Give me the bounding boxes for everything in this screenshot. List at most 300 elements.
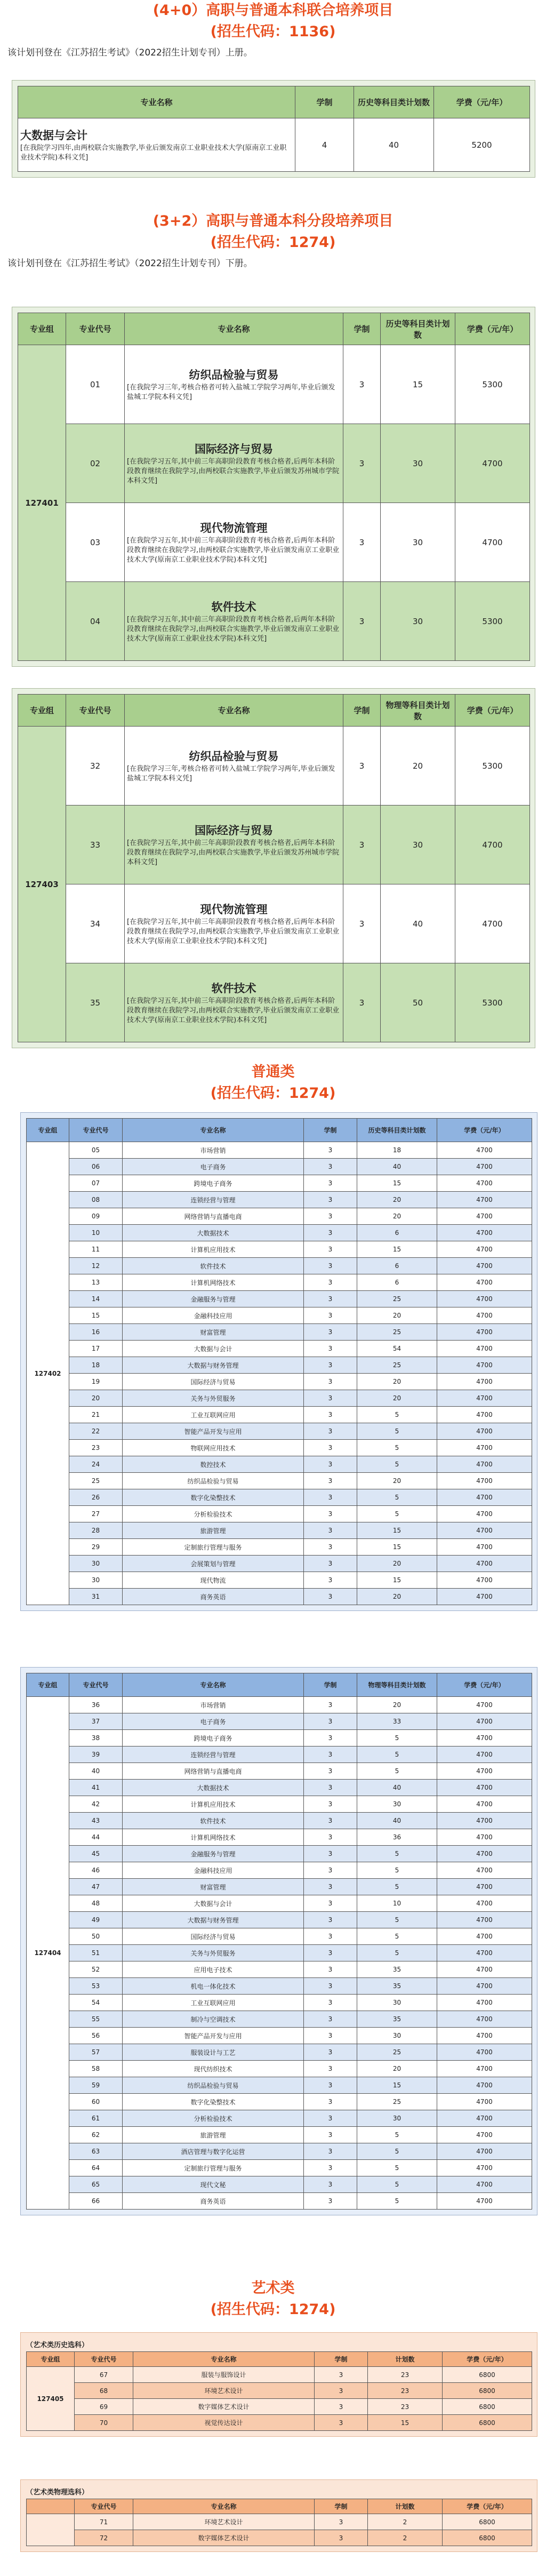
- table-row: [27, 1928, 532, 1945]
- years-cell: 3: [304, 1341, 357, 1357]
- major-code-cell: 19: [69, 1374, 123, 1390]
- major-name-cell: 纺织品检验与贸易: [123, 1473, 304, 1489]
- major-name-cell: 旅游管理: [123, 1522, 304, 1539]
- fee-cell: 4700: [437, 1746, 532, 1763]
- major-name-cell: 金融服务与管理: [123, 1291, 304, 1307]
- table-row: [18, 503, 530, 582]
- table-row: [27, 1589, 532, 1605]
- table-row: [27, 1879, 532, 1895]
- major-code-cell: 57: [69, 2044, 123, 2061]
- major-name-cell: 市场营销: [123, 1697, 304, 1713]
- fee-cell: 4700: [437, 1291, 532, 1307]
- fee-cell: 4700: [437, 2110, 532, 2127]
- table-row: [27, 2193, 532, 2210]
- segment-table-2: [18, 694, 530, 1042]
- fee-cell: 4700: [437, 1440, 532, 1456]
- table-row: [27, 2077, 532, 2094]
- header-years: 学制: [343, 695, 381, 727]
- plan-cell: 35: [357, 1961, 437, 1978]
- fee-cell: 5300: [455, 582, 530, 661]
- plan-cell: 35: [357, 2011, 437, 2028]
- major-name-cell: 计算机网络技术: [123, 1274, 304, 1291]
- table-row: [27, 2160, 532, 2176]
- plan-cell: 25: [357, 1291, 437, 1307]
- years-cell: 3: [304, 1159, 357, 1175]
- plan-cell: 50: [381, 963, 455, 1042]
- years-cell: 3: [304, 1539, 357, 1556]
- major-code-cell: 34: [66, 884, 125, 963]
- major-code-cell: 25: [69, 1473, 123, 1489]
- art-table-1: [26, 2351, 532, 2431]
- section-note-joint: 该计划刊登在《江苏招生考试》（2022招生计划专刊）上册。: [7, 47, 253, 58]
- table-row: [18, 424, 530, 503]
- section-code-joint: (招生代码：1136): [210, 23, 336, 40]
- plan-cell: 25: [357, 1357, 437, 1374]
- years-cell: 3: [343, 884, 381, 963]
- table-row: [27, 1813, 532, 1829]
- fee-cell: 4700: [437, 1556, 532, 1572]
- group-blank-cell: [27, 2514, 75, 2546]
- header-major: 专业名称: [18, 86, 295, 118]
- years-cell: 3: [304, 1978, 357, 1995]
- major-code-cell: 47: [69, 1879, 123, 1895]
- major-code-cell: 04: [66, 582, 125, 661]
- header-group: 专业组: [27, 2352, 75, 2367]
- years-cell: 3: [304, 1589, 357, 1605]
- header-plan: 物理等科目类计划数: [381, 695, 455, 727]
- major-name-cell: 计算机应用技术: [123, 1241, 304, 1258]
- major-name-cell: 数字化染整技术: [123, 1489, 304, 1506]
- plan-cell: 18: [357, 1142, 437, 1159]
- header-major: 专业名称: [125, 695, 343, 727]
- major-desc: [在我院学习五年,其中前三年高职阶段教育考核合格者,后两年本科阶段教育继续在我院学习,由两校联合实施教学,毕业后颁发苏州城市学院本科文凭]: [127, 839, 340, 866]
- major-code-cell: 63: [69, 2143, 123, 2160]
- major-name-cell: 财富管理: [123, 1879, 304, 1895]
- major-name: 现代物流管理: [200, 521, 268, 535]
- major-name-cell: 计算机网络技术: [123, 1829, 304, 1846]
- plan-cell: 5: [357, 1763, 437, 1780]
- plan-cell: 5: [357, 1407, 437, 1423]
- table-row: [18, 727, 530, 806]
- years-cell: 3: [304, 2193, 357, 2210]
- plan-cell: 5: [357, 2143, 437, 2160]
- major-code-cell: 28: [69, 1522, 123, 1539]
- major-code-cell: 45: [69, 1846, 123, 1862]
- fee-cell: 4700: [437, 2028, 532, 2044]
- major-name-cell: 金融服务与管理: [123, 1846, 304, 1862]
- fee-cell: 4700: [437, 1341, 532, 1357]
- years-cell: 3: [304, 1142, 357, 1159]
- major-code-cell: 09: [69, 1208, 123, 1225]
- major-name-cell: 软件技术: [123, 1813, 304, 1829]
- joint-table: [18, 86, 530, 172]
- major-code-cell: 66: [69, 2193, 123, 2210]
- major-code-cell: 27: [69, 1506, 123, 1522]
- plan-cell: 30: [357, 2028, 437, 2044]
- major-name-cell: 大数据与会计: [123, 1341, 304, 1357]
- major-code-cell: 31: [69, 1589, 123, 1605]
- years-cell: 3: [304, 1862, 357, 1879]
- major-code-cell: 29: [69, 1539, 123, 1556]
- section-title-art: 艺术类: [251, 2280, 295, 2296]
- plan-cell: 23: [368, 2367, 443, 2383]
- major-name-cell: 大数据技术: [123, 1780, 304, 1796]
- fee-cell: 4700: [437, 2176, 532, 2193]
- fee-cell: 4700: [437, 1829, 532, 1846]
- major-desc: [在我院学习四年,由两校联合实施教学,毕业后颁发南京工业职业技术大学(原南京工业职业技术学院)本科文凭]: [20, 143, 287, 162]
- art-table-panel-2: [20, 2479, 537, 2552]
- fee-cell: 6800: [443, 2530, 532, 2546]
- major-name-cell: 关务与外贸服务: [123, 1390, 304, 1407]
- art-group-label: （艺术类物理选科）: [26, 2489, 89, 2497]
- years-cell: 3: [304, 2160, 357, 2176]
- major-name-cell: 计算机应用技术: [123, 1796, 304, 1813]
- plan-cell: 5: [357, 2160, 437, 2176]
- table-row: [27, 1572, 532, 1589]
- major-code-cell: 20: [69, 1390, 123, 1407]
- years-cell: 3: [304, 1522, 357, 1539]
- plan-cell: 33: [357, 1713, 437, 1730]
- header-code: 专业代号: [75, 2499, 133, 2514]
- table-row: [27, 1440, 532, 1456]
- fee-cell: 4700: [437, 1945, 532, 1961]
- table-row: [27, 2530, 532, 2546]
- years-cell: 3: [304, 1192, 357, 1208]
- fee-cell: 4700: [437, 1895, 532, 1912]
- plan-cell: 20: [357, 1589, 437, 1605]
- table-row: [27, 1746, 532, 1763]
- fee-cell: 4700: [437, 1390, 532, 1407]
- table-row: [27, 1357, 532, 1374]
- plan-cell: 30: [357, 2110, 437, 2127]
- fee-cell: 4700: [437, 1374, 532, 1390]
- years-cell: 3: [304, 1175, 357, 1192]
- plan-cell: 40: [357, 1159, 437, 1175]
- major-name-cell: 财富管理: [123, 1324, 304, 1341]
- table-row: [27, 1390, 532, 1407]
- plan-cell: 5: [357, 2176, 437, 2193]
- segment-table-panel-1: [12, 307, 535, 667]
- plan-cell: 23: [368, 2399, 443, 2415]
- header-years: 学制: [295, 86, 354, 118]
- years-cell: 3: [304, 1945, 357, 1961]
- fee-cell: 6800: [443, 2367, 532, 2383]
- art-group-label: （艺术类历史选科）: [26, 2341, 89, 2349]
- plan-cell: 30: [357, 1995, 437, 2011]
- years-cell: 3: [304, 1390, 357, 1407]
- table-row: [27, 1978, 532, 1995]
- major-code-cell: 58: [69, 2061, 123, 2077]
- fee-cell: 4700: [437, 1928, 532, 1945]
- plan-cell: 15: [357, 1572, 437, 1589]
- major-name-cell: 环境艺术设计: [133, 2514, 315, 2530]
- table-row: [27, 1274, 532, 1291]
- fee-cell: 4700: [437, 2094, 532, 2110]
- years-cell: 3: [304, 2094, 357, 2110]
- group-code-cell: 127402: [27, 1142, 69, 1605]
- years-cell: 3: [304, 1713, 357, 1730]
- years-cell: 3: [304, 1456, 357, 1473]
- fee-cell: 4700: [437, 1357, 532, 1374]
- major-name-cell: 连锁经营与管理: [123, 1746, 304, 1763]
- plan-cell: 6: [357, 1258, 437, 1274]
- major-code-cell: 69: [75, 2399, 133, 2415]
- major-code-cell: 44: [69, 1829, 123, 1846]
- major-desc: [在我院学习五年,其中前三年高职阶段教育考核合格者,后两年本科阶段教育继续在我院学习,由两校联合实施教学,毕业后颁发南京工业职业技术大学(原南京工业职业技术学院)本科文凭]: [127, 615, 340, 643]
- years-cell: 3: [315, 2415, 368, 2431]
- years-cell: 3: [304, 1556, 357, 1572]
- table-row: [27, 1241, 532, 1258]
- fee-cell: 4700: [437, 2127, 532, 2143]
- art-table-2: [26, 2499, 532, 2546]
- table-row: [27, 1862, 532, 1879]
- fee-cell: 4700: [437, 1862, 532, 1879]
- major-name: 纺织品检验与贸易: [189, 368, 279, 381]
- header-fee: 学费（元/年）: [455, 313, 530, 345]
- major-cell: [125, 963, 343, 1042]
- major-code-cell: 68: [75, 2383, 133, 2399]
- plan-cell: 5: [357, 2127, 437, 2143]
- major-name-cell: 数字媒体艺术设计: [133, 2399, 315, 2415]
- years-cell: 3: [304, 2127, 357, 2143]
- years-cell: 3: [315, 2367, 368, 2383]
- joint-table-panel: [12, 80, 535, 178]
- years-cell: 3: [304, 1763, 357, 1780]
- table-row: [27, 2176, 532, 2193]
- header-plan: 历史等科目类计划数: [357, 1119, 437, 1142]
- major-name-cell: 金融科技应用: [123, 1307, 304, 1324]
- table-row: [27, 1522, 532, 1539]
- major-code-cell: 49: [69, 1912, 123, 1928]
- general-table-1: [26, 1118, 532, 1605]
- years-cell: 3: [304, 2011, 357, 2028]
- group-code-cell: 127401: [18, 345, 66, 661]
- section-code-art: (招生代码：1274): [210, 2301, 336, 2318]
- major-code-cell: 55: [69, 2011, 123, 2028]
- table-row: [27, 1374, 532, 1390]
- years-cell: 3: [304, 1879, 357, 1895]
- fee-cell: 4700: [437, 2193, 532, 2210]
- major-cell: [125, 727, 343, 806]
- header-blank: [27, 2499, 75, 2514]
- table-row: [18, 118, 530, 172]
- header-fee: 学费（元/年）: [455, 695, 530, 727]
- major-code-cell: 22: [69, 1423, 123, 1440]
- plan-cell: 23: [368, 2383, 443, 2399]
- major-name-cell: 国际经济与贸易: [123, 1374, 304, 1390]
- major-name-cell: 商务英语: [123, 2193, 304, 2210]
- years-cell: 3: [304, 2044, 357, 2061]
- plan-cell: 15: [357, 1539, 437, 1556]
- fee-cell: 4700: [437, 1589, 532, 1605]
- major-code-cell: 17: [69, 1341, 123, 1357]
- major-desc: [在我院学习三年,考核合格者可转入盐城工学院学习两年,毕业后颁发盐城工学院本科文凭]: [127, 764, 335, 783]
- fee-cell: 6800: [443, 2383, 532, 2399]
- years-cell: 3: [343, 345, 381, 424]
- table-row: [27, 1307, 532, 1324]
- major-code-cell: 40: [69, 1763, 123, 1780]
- fee-cell: 4700: [437, 1423, 532, 1440]
- years-cell: 3: [304, 2028, 357, 2044]
- fee-cell: 4700: [437, 1506, 532, 1522]
- fee-cell: 4700: [437, 1175, 532, 1192]
- years-cell: 3: [315, 2514, 368, 2530]
- plan-cell: 15: [368, 2415, 443, 2431]
- major-code-cell: 32: [66, 727, 125, 806]
- major-name-cell: 现代纺织技术: [123, 2061, 304, 2077]
- major-desc: [在我院学习五年,其中前三年高职阶段教育考核合格者,后两年本科阶段教育继续在我院学习,由两校联合实施教学,毕业后颁发南京工业职业技术大学(原南京工业职业技术学院)本科文凭]: [127, 996, 340, 1024]
- fee-cell: 5300: [455, 963, 530, 1042]
- plan-cell: 20: [357, 1697, 437, 1713]
- plan-cell: 5: [357, 2193, 437, 2210]
- header-group: 专业组: [18, 313, 66, 345]
- fee-cell: 4700: [437, 2011, 532, 2028]
- years-cell: 3: [304, 1928, 357, 1945]
- years-cell: 3: [304, 1489, 357, 1506]
- fee-cell: 4700: [455, 424, 530, 503]
- table-row: [27, 1456, 532, 1473]
- major-code-cell: 06: [69, 1159, 123, 1175]
- fee-cell: 4700: [437, 1456, 532, 1473]
- major-name-cell: 电子商务: [123, 1159, 304, 1175]
- table-row: [27, 1556, 532, 1572]
- general-table-2: [26, 1673, 532, 2210]
- plan-cell: 20: [381, 727, 455, 806]
- header-code: 专业代号: [66, 695, 125, 727]
- fee-cell: 4700: [437, 1978, 532, 1995]
- plan-cell: 5: [357, 1456, 437, 1473]
- major-name: 软件技术: [211, 982, 256, 995]
- table-row: [27, 2399, 532, 2415]
- plan-cell: 40: [357, 1780, 437, 1796]
- plan-cell: 5: [357, 1746, 437, 1763]
- plan-cell: 2: [368, 2530, 443, 2546]
- section-note-segment: 该计划刊登在《江苏招生考试》（2022招生计划专刊）下册。: [7, 258, 253, 269]
- major-name-cell: 现代物流: [123, 1572, 304, 1589]
- major-code-cell: 67: [75, 2367, 133, 2383]
- major-name-cell: 跨境电子商务: [123, 1175, 304, 1192]
- fee-cell: 4700: [455, 884, 530, 963]
- years-cell: 3: [304, 1813, 357, 1829]
- major-name-cell: 网络营销与直播电商: [123, 1763, 304, 1780]
- fee-cell: 4700: [437, 1846, 532, 1862]
- table-row: [27, 1961, 532, 1978]
- header-major: 专业名称: [133, 2499, 315, 2514]
- plan-cell: 5: [357, 1489, 437, 1506]
- fee-cell: 4700: [437, 1241, 532, 1258]
- major-name-cell: 智能产品开发与应用: [123, 1423, 304, 1440]
- table-row: [27, 1341, 532, 1357]
- years-cell: 3: [304, 1730, 357, 1746]
- years-cell: 4: [295, 118, 354, 172]
- major-code-cell: 72: [75, 2530, 133, 2546]
- major-name-cell: 市场营销: [123, 1142, 304, 1159]
- header-years: 学制: [315, 2352, 368, 2367]
- major-name: 软件技术: [211, 600, 256, 613]
- major-code-cell: 03: [66, 503, 125, 582]
- header-fee: 学费（元/年）: [443, 2499, 532, 2514]
- header-years: 学制: [304, 1119, 357, 1142]
- table-row: [27, 1713, 532, 1730]
- table-row: [27, 2415, 532, 2431]
- table-row: [18, 806, 530, 884]
- major-code-cell: 05: [69, 1142, 123, 1159]
- plan-cell: 30: [381, 424, 455, 503]
- years-cell: 3: [304, 1291, 357, 1307]
- years-cell: 3: [304, 1780, 357, 1796]
- years-cell: 3: [304, 1912, 357, 1928]
- years-cell: 3: [304, 1506, 357, 1522]
- major-code-cell: 07: [69, 1175, 123, 1192]
- table-row: [27, 1780, 532, 1796]
- plan-cell: 30: [357, 1796, 437, 1813]
- major-code-cell: 65: [69, 2176, 123, 2193]
- segment-table-1: [18, 313, 530, 661]
- major-name-cell: 旅游管理: [123, 2127, 304, 2143]
- years-cell: 3: [304, 1961, 357, 1978]
- table-row: [27, 1324, 532, 1341]
- table-row: [27, 2143, 532, 2160]
- fee-cell: 5300: [455, 345, 530, 424]
- fee-cell: 4700: [437, 1796, 532, 1813]
- years-cell: 3: [304, 1423, 357, 1440]
- plan-cell: 10: [357, 1895, 437, 1912]
- major-cell: [125, 806, 343, 884]
- years-cell: 3: [304, 1440, 357, 1456]
- plan-cell: 5: [357, 1912, 437, 1928]
- table-row: [27, 1423, 532, 1440]
- major-code-cell: 53: [69, 1978, 123, 1995]
- major-name-cell: 服装与服饰设计: [133, 2367, 315, 2383]
- major-name-cell: 环境艺术设计: [133, 2383, 315, 2399]
- years-cell: 3: [304, 2110, 357, 2127]
- years-cell: 3: [304, 1324, 357, 1341]
- fee-cell: 4700: [437, 1780, 532, 1796]
- major-name-cell: 关务与外贸服务: [123, 1945, 304, 1961]
- table-row: [27, 2383, 532, 2399]
- plan-cell: 5: [357, 1945, 437, 1961]
- major-desc: [在我院学习五年,其中前三年高职阶段教育考核合格者,后两年本科阶段教育继续在我院学习,由两校联合实施教学,毕业后颁发南京工业职业技术大学(原南京工业职业技术学院)本科文凭]: [127, 536, 340, 564]
- header-code: 专业代号: [75, 2352, 133, 2367]
- table-row: [27, 1829, 532, 1846]
- years-cell: 3: [343, 503, 381, 582]
- group-code-cell: 127405: [27, 2367, 75, 2431]
- plan-cell: 20: [357, 1473, 437, 1489]
- plan-cell: 5: [357, 1928, 437, 1945]
- major-desc: [在我院学习三年,考核合格者可转入盐城工学院学习两年,毕业后颁发盐城工学院本科文凭]: [127, 383, 335, 401]
- major-code-cell: 56: [69, 2028, 123, 2044]
- major-name-cell: 商务英语: [123, 1589, 304, 1605]
- table-row: [27, 2127, 532, 2143]
- years-cell: 3: [304, 1258, 357, 1274]
- major-code-cell: 61: [69, 2110, 123, 2127]
- header-code: 专业代号: [69, 1673, 123, 1697]
- table-row: [18, 582, 530, 661]
- header-plan: 计划数: [368, 2352, 443, 2367]
- major-code-cell: 70: [75, 2415, 133, 2431]
- fee-cell: 4700: [437, 2143, 532, 2160]
- art-table-panel-1: [20, 2332, 537, 2437]
- header-group: 专业组: [27, 1673, 69, 1697]
- plan-cell: 6: [357, 1274, 437, 1291]
- major-desc: [在我院学习五年,其中前三年高职阶段教育考核合格者,后两年本科阶段教育继续在我院学习,由两校联合实施教学,毕业后颁发苏州城市学院本科文凭]: [127, 457, 340, 485]
- table-row: [27, 1763, 532, 1780]
- plan-cell: 35: [357, 1978, 437, 1995]
- table-row: [27, 1506, 532, 1522]
- major-code-cell: 21: [69, 1407, 123, 1423]
- fee-cell: 6800: [443, 2514, 532, 2530]
- table-row: [27, 1407, 532, 1423]
